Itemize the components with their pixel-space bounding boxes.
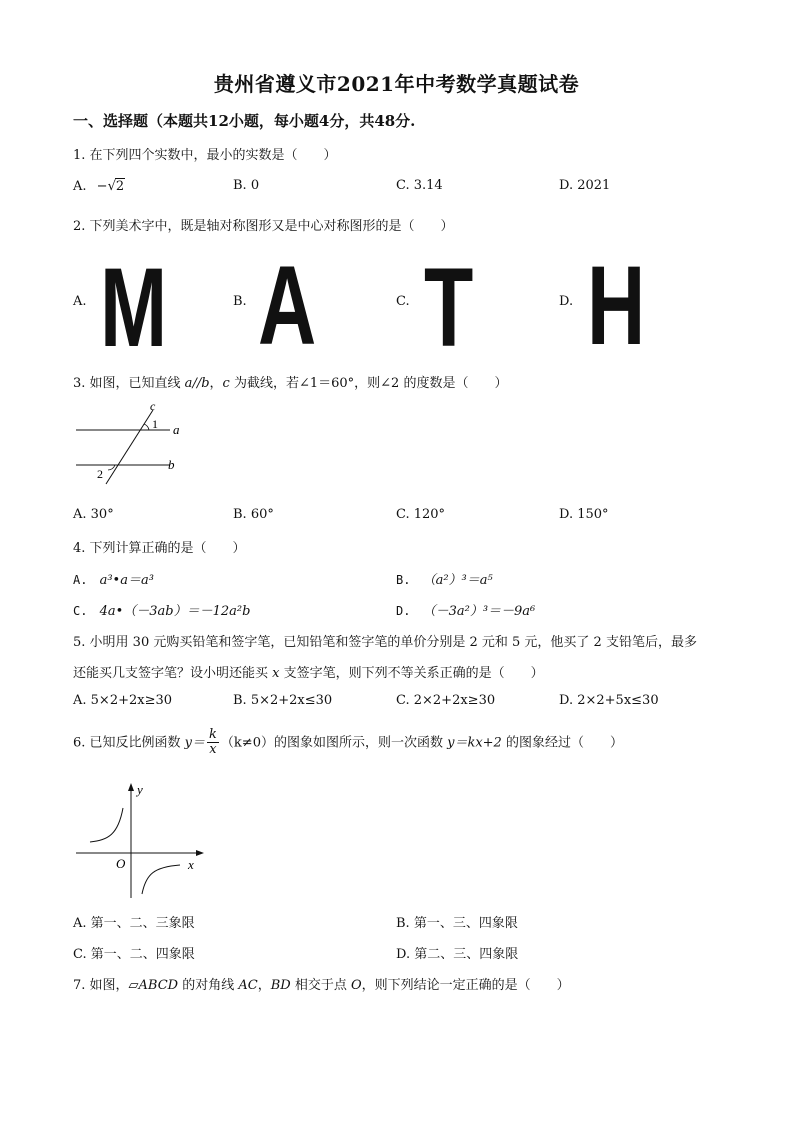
question-2-option-b-label: B. <box>233 294 247 309</box>
question-1-option-c: C. 3.14 <box>396 178 443 193</box>
stem-text: 为截线，若∠1＝60°，则∠2 的度数是（ ） <box>229 376 508 391</box>
var-a: a <box>184 376 193 391</box>
question-3-option-d: D. 150° <box>559 507 609 522</box>
question-6-option-d: D. 第二、三、四象限 <box>396 947 519 962</box>
option-label: A. <box>73 179 87 194</box>
question-3-option-b: B. 60° <box>233 507 274 522</box>
page-title: 贵州省遵义市2021年中考数学真题试卷 <box>213 72 580 96</box>
hyperbola-graph <box>70 780 210 900</box>
question-6-option-c: C. 第一、二、四象限 <box>73 947 195 962</box>
question-1-option-a <box>73 178 125 194</box>
question-1-stem: 1. 在下列四个实数中，最小的实数是（ ） <box>73 148 337 163</box>
question-1-option-d: D. 2021 <box>559 178 611 193</box>
var-c: c <box>222 376 230 391</box>
var-x: x <box>272 666 280 681</box>
question-2-option-d-label: D. <box>559 294 574 309</box>
section-heading: 一、选择题（本题共12小题，每小题4分，共48分. <box>73 112 416 130</box>
point-o: O <box>350 978 362 993</box>
question-5-option-a: A. 5×2+2x≥30 <box>73 693 173 708</box>
stem-text: 的对角线 <box>178 978 239 993</box>
question-7-stem <box>73 974 570 993</box>
question-2-glyph-h: H <box>587 243 646 368</box>
var-y: y＝ <box>184 735 206 751</box>
question-6-option-a: A. 第一、二、三象限 <box>73 916 195 931</box>
question-2-glyph-a: A <box>258 243 317 368</box>
fraction-denominator: x <box>209 742 217 758</box>
question-5-stem-line-2 <box>73 662 544 681</box>
option-label: B. <box>396 573 411 587</box>
stem-text: 相交于点 <box>290 978 351 993</box>
segment-ac: AC <box>238 978 258 993</box>
question-3-stem <box>73 372 507 391</box>
stem-text: 3. 如图，已知直线 <box>73 376 185 391</box>
question-4-option-c <box>73 600 250 619</box>
stem-text: 的图象经过（ ） <box>501 735 623 751</box>
linear-function: y＝kx+2 <box>447 735 502 751</box>
label-b: b <box>168 457 175 472</box>
label-2: 2 <box>97 467 103 481</box>
option-expression: a³•a＝a³ <box>99 573 154 588</box>
question-5-option-d: D. 2×2+5x≤30 <box>559 693 659 708</box>
stem-text: （k≠0）的图象如图所示，则一次函数 <box>220 735 448 751</box>
option-label: A. <box>73 573 88 587</box>
question-3-option-c: C. 120° <box>396 507 446 522</box>
label-x: x <box>188 857 194 872</box>
label-1: 1 <box>152 417 158 431</box>
parallel-symbol: // <box>192 376 202 391</box>
stem-text: 还能买几支签字笔？设小明还能买 <box>73 666 273 681</box>
stem-text: 7. 如图， <box>73 978 129 993</box>
label-a: a <box>173 422 180 437</box>
question-3-option-a: A. 30° <box>73 507 114 522</box>
option-expression: （a²）³＝a⁵ <box>422 573 493 588</box>
question-2-glyph-t: T <box>424 245 474 370</box>
question-4-option-b <box>396 569 493 588</box>
label-origin: O <box>116 856 126 871</box>
option-label: C. <box>73 604 88 618</box>
fraction-k-over-x <box>207 728 219 758</box>
question-6-option-b: B. 第一、三、四象限 <box>396 916 518 931</box>
question-4-stem: 4. 下列计算正确的是（ ） <box>73 541 246 556</box>
question-4-option-a <box>73 569 154 588</box>
fraction-numerator: k <box>209 727 217 742</box>
segment-bd: BD <box>270 978 291 993</box>
radicand: 2 <box>115 179 125 194</box>
question-2-stem: 2. 下列美术字中，既是轴对称图形又是中心对称图形的是（ ） <box>73 219 454 234</box>
stem-text: 支签字笔，则下列不等关系正确的是（ ） <box>279 666 544 681</box>
question-2-option-c-label: C. <box>396 294 410 309</box>
question-5-option-b: B. 5×2+2x≤30 <box>233 693 333 708</box>
stem-text: 6. 已知反比例函数 <box>73 735 185 751</box>
question-2-option-a-label: A. <box>73 294 87 309</box>
question-1-option-b: B. 0 <box>233 178 260 193</box>
stem-text: ， <box>209 376 223 391</box>
question-2-glyph-m: M <box>100 245 168 370</box>
option-label: D. <box>396 604 411 618</box>
var-b: b <box>201 376 210 391</box>
label-y: y <box>137 782 143 797</box>
parallelogram-abcd: ▱ABCD <box>128 978 179 993</box>
label-c: c <box>150 399 156 413</box>
minus-sign: − <box>96 179 108 194</box>
sqrt-symbol: √ <box>107 179 116 194</box>
question-5-option-c: C. 2×2+2x≥30 <box>396 693 496 708</box>
parallel-lines-figure <box>70 398 200 486</box>
question-4-option-d <box>396 600 535 619</box>
question-6-stem <box>73 728 623 758</box>
stem-text: ， <box>257 978 271 993</box>
option-expression: 4a•（－3ab）＝－12a²b <box>99 604 251 619</box>
option-expression: （－3a²）³＝－9a⁶ <box>422 604 536 619</box>
stem-text: ，则下列结论一定正确的是（ ） <box>361 978 570 993</box>
question-5-stem-line-1: 5. 小明用 30 元购买铅笔和签字笔，已知铅笔和签字笔的单价分别是 2 元和 5 元，他买了 2 支铅笔后，最多 <box>73 635 697 650</box>
